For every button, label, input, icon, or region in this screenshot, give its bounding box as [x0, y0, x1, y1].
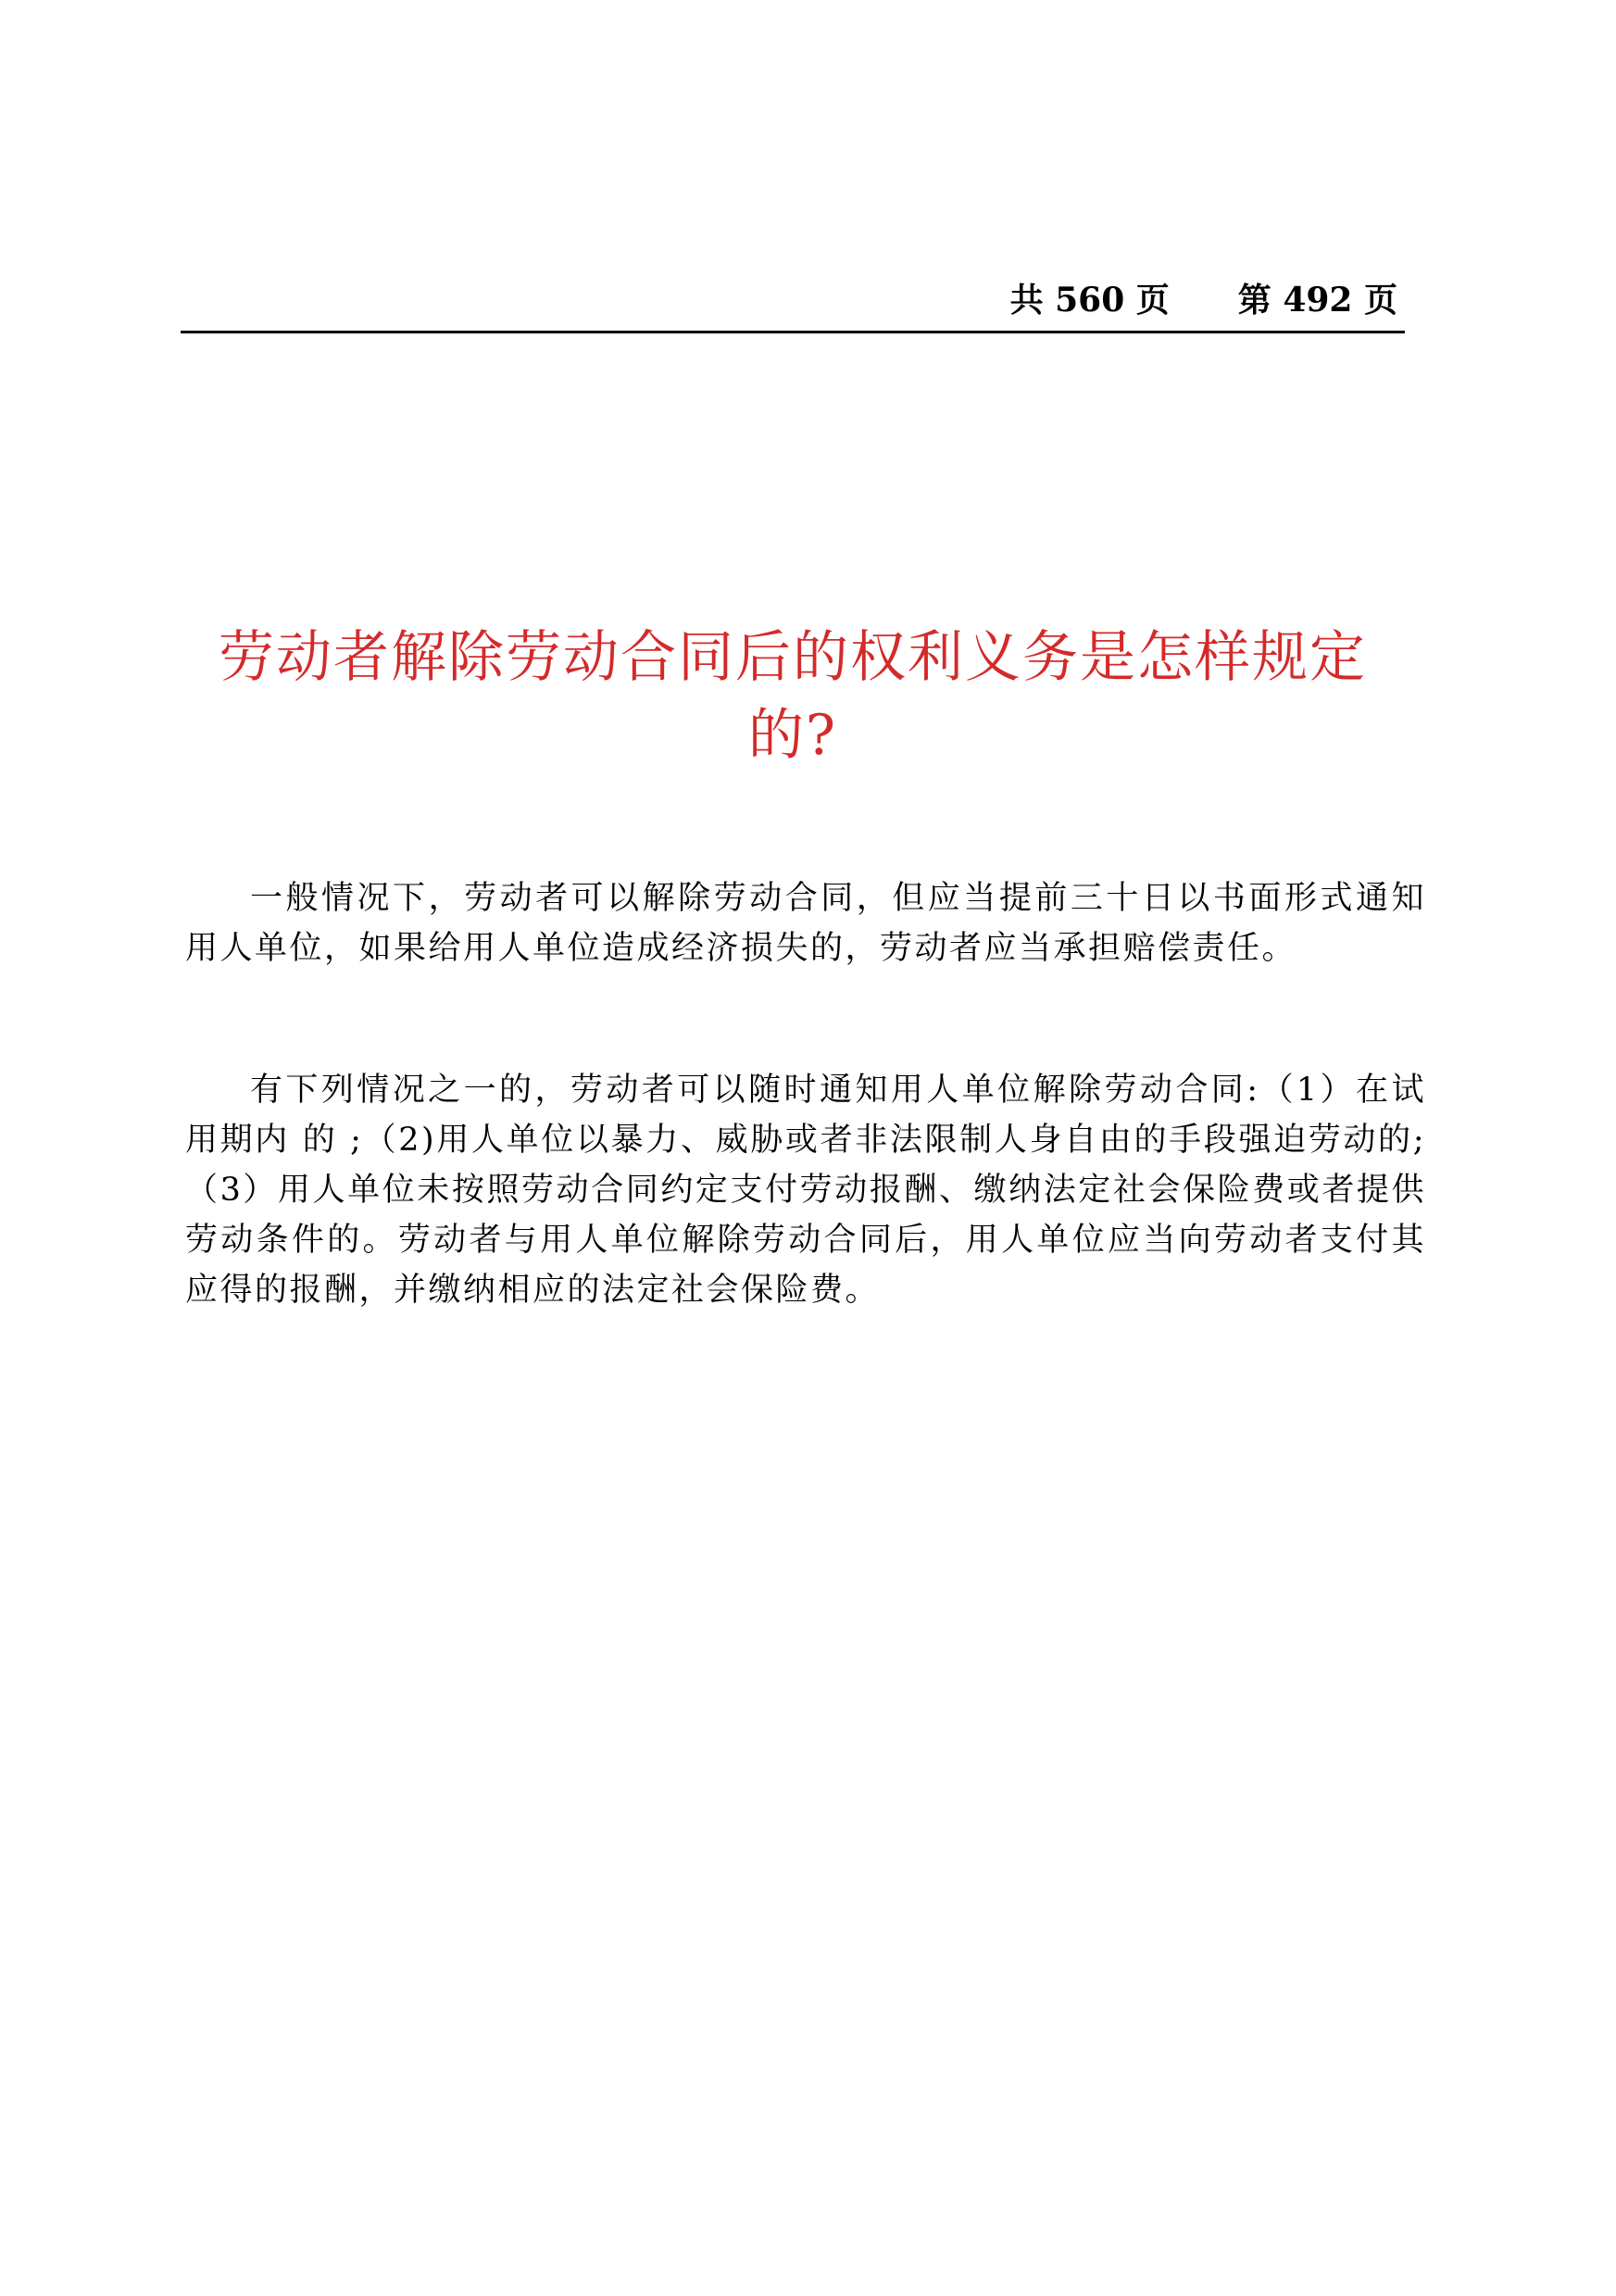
document-title: 劳动者解除劳动合同后的权利义务是怎样规定的? — [219, 625, 1367, 768]
paragraph-2: 有下列情况之一的，劳动者可以随时通知用人单位解除劳动合同:（1）在试用期内 的 ;（2)用人单位以暴力、威胁或者非法限制人身自由的手段强迫劳动的;（3）用人单位未按照劳动合同约定支付劳动报酬、缴纳法定社会保险费或者提供劳动条件的。劳动者与用人单位解除劳动合同后，用人单位应当向劳动者支付其应得的报酬，并缴纳相应的法定社会保险费。 — [185, 1072, 1426, 1309]
page-info — [1010, 280, 1397, 320]
current-page: 第 492 页 — [1237, 281, 1397, 320]
paragraph-1: 一般情况下，劳动者可以解除劳动合同，但应当提前三十日以书面形式通知用人单位，如果给用人单位造成经济损失的，劳动者应当承担赔偿责任。 — [185, 880, 1426, 967]
page-header — [181, 276, 1405, 333]
total-pages: 共 560 页 — [1009, 281, 1170, 320]
